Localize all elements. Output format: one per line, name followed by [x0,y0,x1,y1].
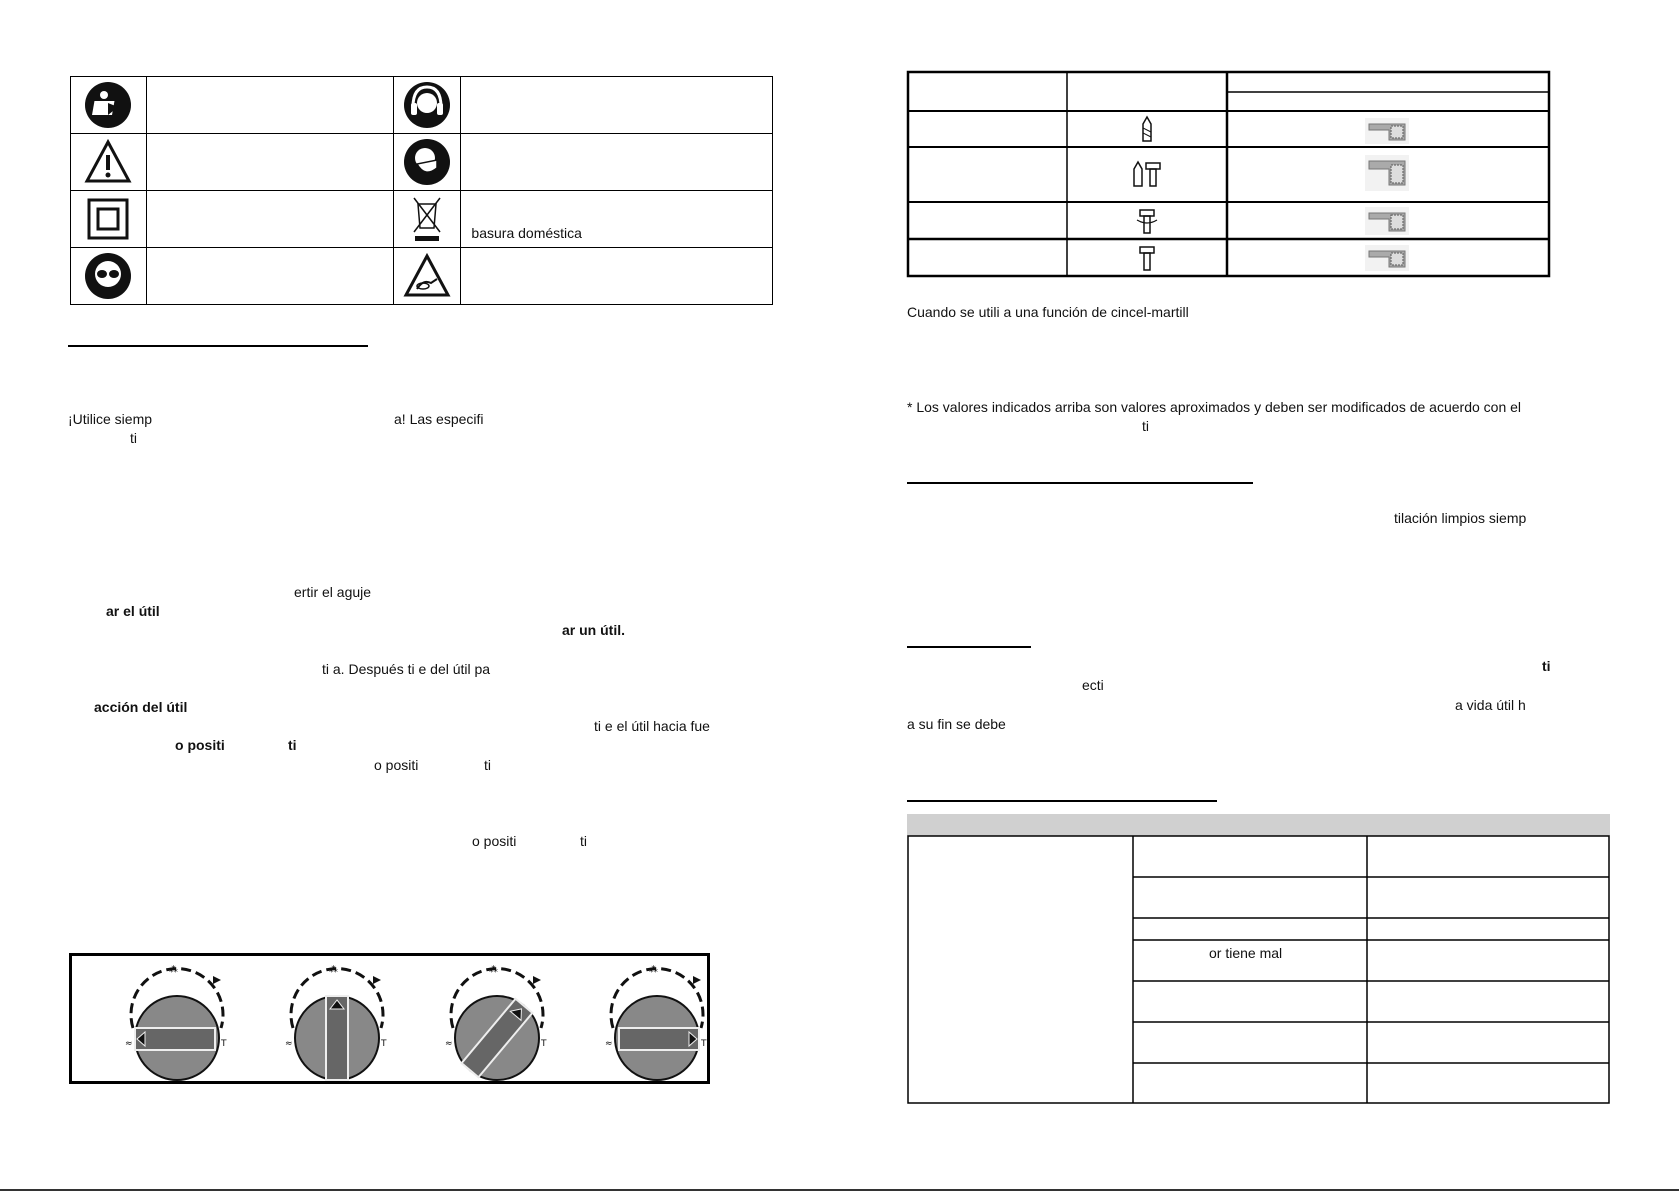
symbol-text [146,134,394,191]
text-fragment: * Los valores indicados arriba son valores aproximados y deben ser modificados de acuerdo con el [907,399,1522,415]
tool-image [1365,118,1409,144]
safety-symbols-table [70,76,773,305]
symbol-text: basura doméstica [461,191,773,248]
tool-image [1365,155,1409,191]
electric-shock-icon [394,253,460,299]
text-fragment: a! Las especifi [394,411,484,427]
symbol-text [461,248,773,305]
symbol-cell [71,134,147,191]
chisel-icon [1135,243,1159,273]
section-underline [907,482,1253,484]
page-bottom-edge [0,1189,1679,1191]
double-insulation-icon [71,197,146,241]
text-fragment: o positi [472,833,517,849]
ear-protection-icon [394,81,460,129]
manual-icon [71,81,146,129]
text-fragment: acción del útil [94,699,188,715]
warning-icon [71,139,146,185]
text-fragment: ti [1142,418,1149,434]
troubleshooting-table [907,814,1610,1104]
dial-position-2 [285,964,387,1080]
symbol-text [146,77,394,134]
symbol-cell [71,77,147,134]
symbol-cell [394,248,461,305]
symbol-cell [71,248,147,305]
eye-protection-icon [71,252,146,300]
text-fragment: o positi [175,737,225,753]
dust-mask-icon [394,138,460,186]
text-fragment: ¡Utilice siemp [68,411,153,427]
text-fragment: Cuando se utili a una función de cincel-martill [907,304,1189,320]
section-underline [907,646,1031,648]
text-fragment: ti [288,737,297,753]
dial-position-3 [445,964,547,1080]
text-fragment: ecti [1082,677,1104,693]
symbol-text [146,191,394,248]
tool-image [1365,207,1409,235]
rotary-chisel-icon [1133,207,1161,235]
text-fragment: ti [1542,658,1551,674]
symbol-cell [394,191,461,248]
mode-selector-dials: ⁂ T ≈ [72,956,707,1081]
table-cell-text: or tiene mal [1209,945,1283,961]
mode-selector-figure [20,905,710,1084]
text-fragment: a vida útil h [1455,697,1526,713]
text-fragment: a su fin se debe [907,716,1006,732]
text-fragment: ti [580,833,587,849]
dial-position-4 [605,964,707,1080]
dial-position-1 [125,964,227,1080]
mode-table [907,71,1550,277]
text-fragment: ar un útil. [562,622,625,638]
tool-image [1365,245,1409,271]
text-fragment: ar el útil [106,603,160,619]
text-fragment: ti [130,430,137,446]
symbol-text [146,248,394,305]
symbol-text [461,134,773,191]
symbol-cell [71,191,147,248]
text-fragment: o positi [374,757,419,773]
weee-bin-icon [394,194,460,244]
text-fragment: ti e el útil hacia fue [594,718,710,734]
text-fragment: ertir el aguje [294,584,372,600]
symbol-cell [394,134,461,191]
symbol-cell [394,77,461,134]
text-fragment: tilación limpios siemp [1394,510,1527,526]
section-underline [68,345,368,347]
text-fragment: ti [484,757,491,773]
symbol-text [461,77,773,134]
hammer-drill-icon [1129,159,1165,189]
section-underline [907,800,1217,802]
text-fragment: ti a. Después ti e del útil pa [322,661,491,677]
drill-bit-icon [1135,115,1159,143]
